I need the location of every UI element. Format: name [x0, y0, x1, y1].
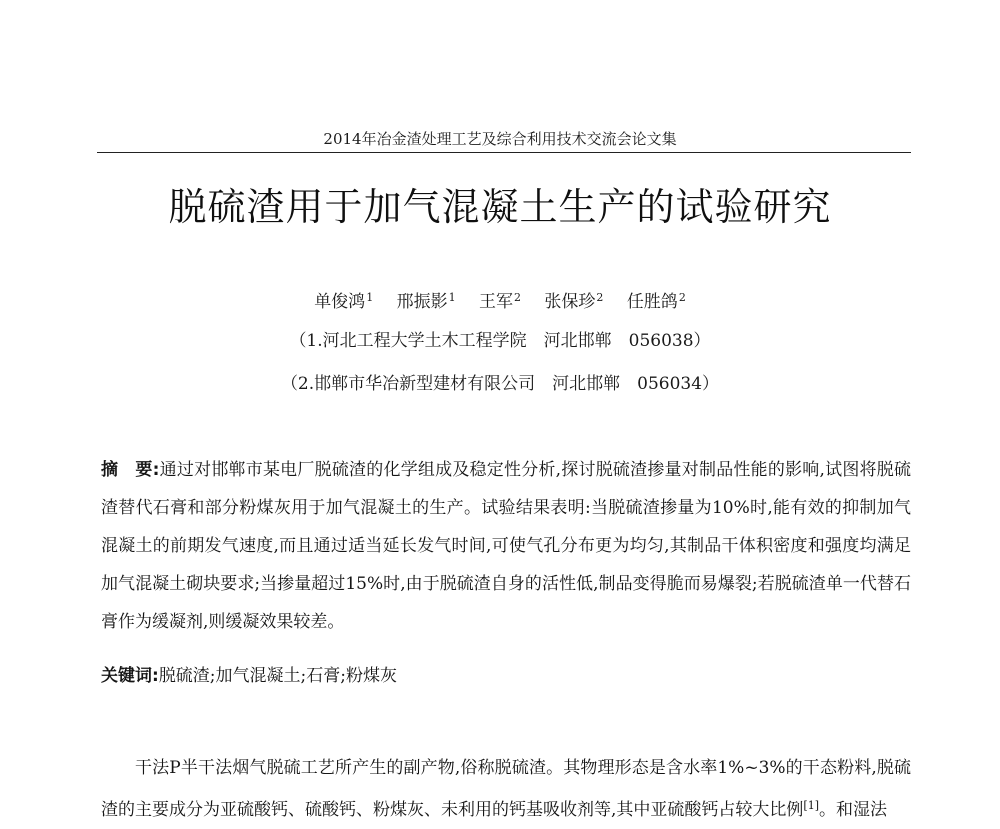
keywords-label: 关键词:: [101, 666, 159, 686]
abstract: [101, 451, 911, 641]
author: [314, 287, 373, 313]
header-rule: [97, 152, 911, 153]
author-affil-mark: 1: [448, 291, 456, 304]
author-affil-mark: 1: [366, 291, 374, 304]
author-affil-mark: 2: [596, 291, 604, 304]
author-name: 张保珍: [544, 292, 596, 312]
running-header: 2014年冶金渣处理工艺及综合利用技术交流会论文集: [323, 130, 677, 148]
keywords: [101, 663, 911, 689]
citation-ref[interactable]: [1]: [803, 799, 819, 812]
abstract-label: 摘 要:: [101, 460, 160, 480]
author-affil-mark: 2: [678, 291, 686, 304]
author-name: 任胜鸽: [626, 292, 678, 312]
author-name: 王军: [479, 292, 513, 312]
author: [479, 287, 521, 313]
author-name: 单俊鸿: [314, 292, 366, 312]
affiliation-1: （1.河北工程大学土木工程学院 河北邯郸 056038）: [289, 331, 711, 351]
author-affil-mark: 2: [514, 291, 521, 304]
body-text: 干法P半干法烟气脱硫工艺所产生的副产物,俗称脱硫渣。其物理形态是含水率1%~3%的干态粉料,脱硫渣的主要成分为亚硫酸钙、硫酸钙、粉煤灰、未利用的钙基吸收剂等,其中亚硫酸钙占较大比例: [101, 758, 911, 820]
body-text-tail: 。和湿法: [819, 800, 887, 820]
abstract-text: 通过对邯郸市某电厂脱硫渣的化学组成及稳定性分析,探讨脱硫渣掺量对制品性能的影响,试图将脱硫渣替代石膏和部分粉煤灰用于加气混凝土的生产。试验结果表明:当脱硫渣掺量为10%时,能有效的抑制加气混凝土的前期发气速度,而且通过适当延长发气时间,可使气孔分布更为均匀,其制品干体积密度和强度均满足加气混凝土砌块要求;当掺量超过15%时,由于脱硫渣自身的活性低,制品变得脆而易爆裂;若脱硫渣单一代替石膏作为缓凝剂,则缓凝效果较差。: [101, 460, 911, 632]
author: [627, 287, 686, 313]
author-list: [0, 287, 1000, 313]
body-paragraph: [101, 749, 911, 829]
author: [397, 287, 456, 313]
author-name: 邢振影: [396, 292, 448, 312]
author: [544, 287, 603, 313]
affiliation-2: （2.邯郸市华冶新型建材有限公司 河北邯郸 056034）: [280, 374, 720, 394]
keywords-text: 脱硫渣;加气混凝土;石膏;粉煤灰: [158, 666, 397, 686]
paper-title: 脱硫渣用于加气混凝土生产的试验研究: [168, 185, 832, 229]
